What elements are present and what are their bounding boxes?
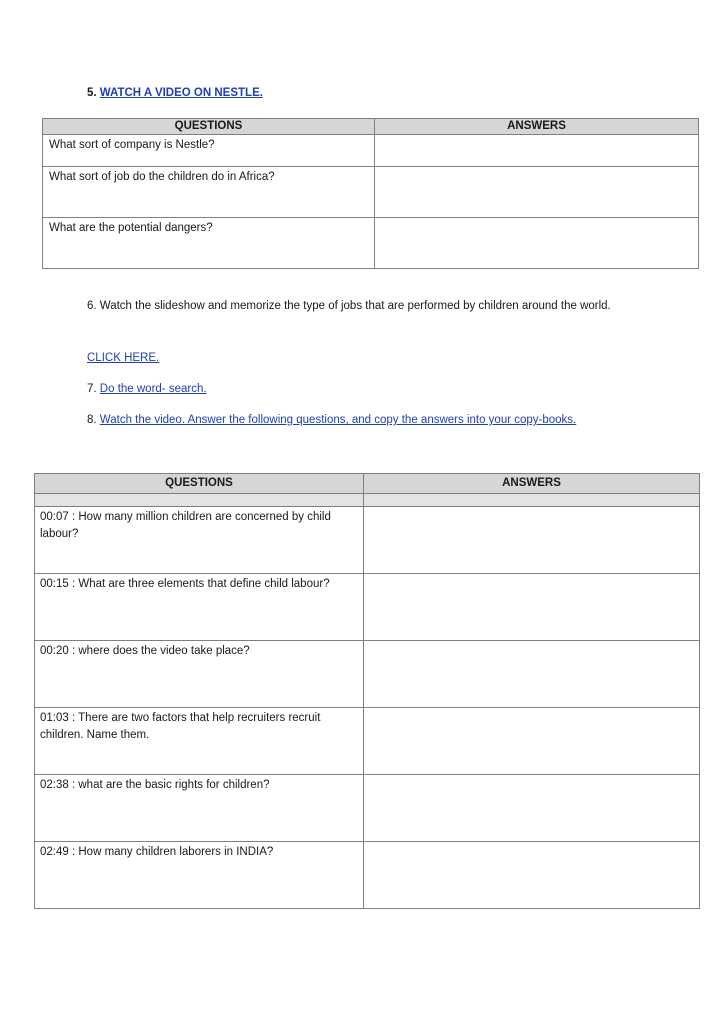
answer-cell[interactable]: [375, 135, 699, 167]
header-shading-cell: [35, 494, 364, 507]
question-cell: 02:49 : How many children laborers in INDIA?: [35, 842, 364, 909]
table-header-row: [43, 119, 699, 135]
watch-video-link[interactable]: Watch the video. Answer the following questions, and copy the answers into your copy-books.: [99, 414, 577, 426]
watch-nestle-video-link[interactable]: WATCH A VIDEO ON NESTLE.: [99, 87, 263, 99]
questions-header: QUESTIONS: [43, 119, 375, 135]
answers-header: ANSWERS: [364, 474, 700, 494]
section-8-number: 8.: [87, 414, 97, 426]
table-row: [35, 708, 700, 775]
nestle-questions-table: [42, 118, 699, 269]
table-row: [43, 167, 699, 218]
word-search-link[interactable]: Do the word- search.: [99, 383, 207, 395]
table-row: [35, 775, 700, 842]
answers-header: ANSWERS: [375, 119, 699, 135]
question-cell: What sort of company is Nestle?: [43, 135, 375, 167]
questions-header: QUESTIONS: [35, 474, 364, 494]
click-here-link[interactable]: CLICK HERE.: [87, 352, 160, 364]
answer-cell[interactable]: [364, 842, 700, 909]
question-cell: What sort of job do the children do in Africa?: [43, 167, 375, 218]
question-cell: 00:15 : What are three elements that define child labour?: [35, 574, 364, 641]
answer-cell[interactable]: [364, 708, 700, 775]
question-cell: 00:07 : How many million children are concerned by child labour?: [35, 507, 364, 574]
answer-cell[interactable]: [364, 641, 700, 708]
header-shading-cell: [364, 494, 700, 507]
table-header-row: [35, 474, 700, 494]
table-row: [35, 574, 700, 641]
table-row: [43, 218, 699, 269]
video-questions-table: [34, 473, 700, 909]
answer-cell[interactable]: [364, 775, 700, 842]
section-6-text: 6. Watch the slideshow and memorize the type of jobs that are performed by children around the world.: [87, 300, 611, 312]
table-row: [35, 507, 700, 574]
section-6-link-line: [87, 348, 647, 369]
table-row: [43, 135, 699, 167]
question-cell: What are the potential dangers?: [43, 218, 375, 269]
question-cell: 00:20 : where does the video take place?: [35, 641, 364, 708]
table-row: [35, 842, 700, 909]
table-row: [35, 641, 700, 708]
header-shading-row: [35, 494, 700, 507]
question-cell: 02:38 : what are the basic rights for children?: [35, 775, 364, 842]
section-7-number: 7.: [87, 383, 97, 395]
section-7-line: [87, 379, 647, 400]
section-5-number: 5.: [87, 87, 97, 99]
answer-cell[interactable]: [375, 218, 699, 269]
answer-cell[interactable]: [364, 507, 700, 574]
section-8-line: [87, 410, 687, 431]
answer-cell[interactable]: [364, 574, 700, 641]
answer-cell[interactable]: [375, 167, 699, 218]
section-5-heading: [87, 87, 263, 99]
question-cell: 01:03 : There are two factors that help recruiters recruit children. Name them.: [35, 708, 364, 775]
